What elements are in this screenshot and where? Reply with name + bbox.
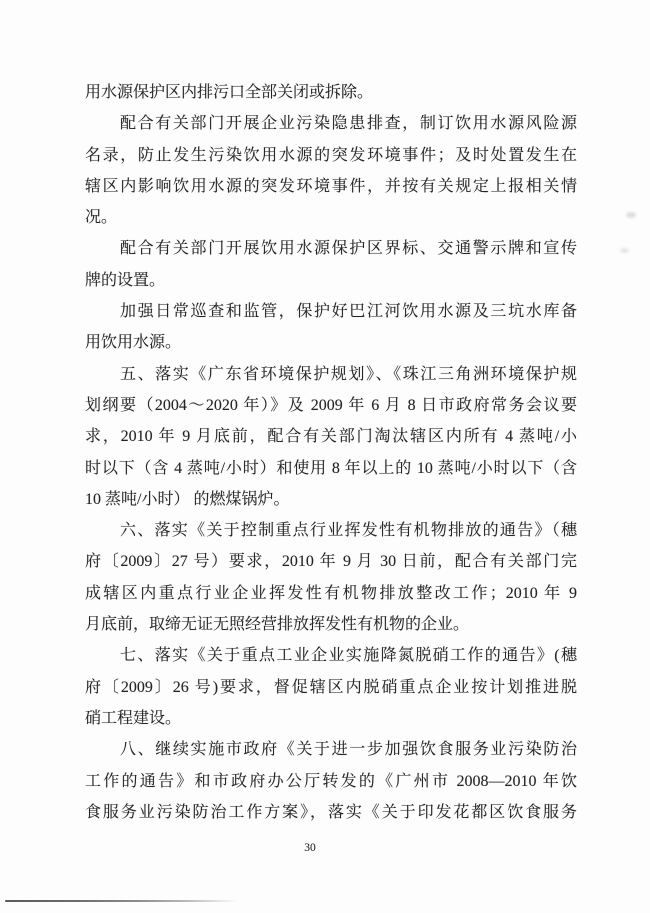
text-line: 八、继续实施市政府《关于进一步加强饮食服务业污染防治 bbox=[120, 741, 577, 759]
text-line: 府〔2009〕27 号）要求，2010 年 9 月 30 日前，配合有关部门完 bbox=[85, 553, 577, 571]
text-line: 用水源保护区内排污口全部关闭或拆除。 bbox=[85, 84, 374, 101]
text-line: 府〔2009〕26 号)要求，督促辖区内脱硝重点企业按计划推进脱 bbox=[85, 678, 577, 696]
text-line: 成辖区内重点行业企业挥发性有机物排放整改工作；2010 年 9 bbox=[85, 584, 577, 602]
scan-artifact-line bbox=[5, 900, 237, 902]
text-line: 时以下（含 4 蒸吨/小时）和使用 8 年以上的 10 蒸吨/小时以下（含 bbox=[85, 459, 577, 477]
text-line: 划纲要（2004～2020 年）》及 2009 年 6 月 8 日市政府常务会议要 bbox=[85, 396, 577, 414]
text-line: 五、落实《广东省环境保护规划》、《珠江三角洲环境保护规 bbox=[120, 365, 577, 383]
text-line: 硝工程建设。 bbox=[85, 709, 182, 727]
text-line: 求，2010 年 9 月底前，配合有关部门淘汰辖区内所有 4 蒸吨/小 bbox=[85, 428, 577, 446]
document-body bbox=[85, 77, 577, 828]
text-line: 工作的通告》和市政府办公厅转发的《广州市 2008—2010 年饮 bbox=[85, 772, 577, 790]
text-line: 配合有关部门开展饮用水源保护区界标、交通警示牌和宣传 bbox=[120, 240, 577, 258]
text-line: 牌的设置。 bbox=[85, 271, 166, 289]
text-line: 辖区内影响饮用水源的突发环境事件，并按有关规定上报相关情 bbox=[85, 177, 577, 195]
text-line: 月底前，取缔无证无照经营排放挥发性有机物的企业。 bbox=[85, 616, 470, 634]
scan-smudge bbox=[620, 248, 629, 253]
page-number: 30 bbox=[304, 842, 316, 854]
text-line: 用饮用水源。 bbox=[85, 334, 182, 352]
text-line: 加强日常巡查和监管，保护好巴江河饮用水源及三坑水库备 bbox=[120, 303, 577, 321]
text-line: 六、落实《关于控制重点行业挥发性有机物排放的通告》（穗 bbox=[120, 522, 577, 540]
text-line: 食服务业污染防治工作方案》，落实《关于印发花都区饮食服务 bbox=[85, 803, 577, 821]
text-line: 名录，防止发生污染饮用水源的突发环境事件；及时处置发生在 bbox=[85, 146, 577, 164]
text-line: 七、落实《关于重点工业企业实施降氮脱硝工作的通告》(穗 bbox=[120, 647, 577, 665]
text-line: 配合有关部门开展企业污染隐患排查，制订饮用水源风险源 bbox=[120, 115, 577, 133]
text-line: 况。 bbox=[85, 209, 118, 227]
text-line: 10 蒸吨/小时） 的燃煤锅炉。 bbox=[85, 490, 290, 508]
scan-smudge bbox=[626, 212, 636, 218]
